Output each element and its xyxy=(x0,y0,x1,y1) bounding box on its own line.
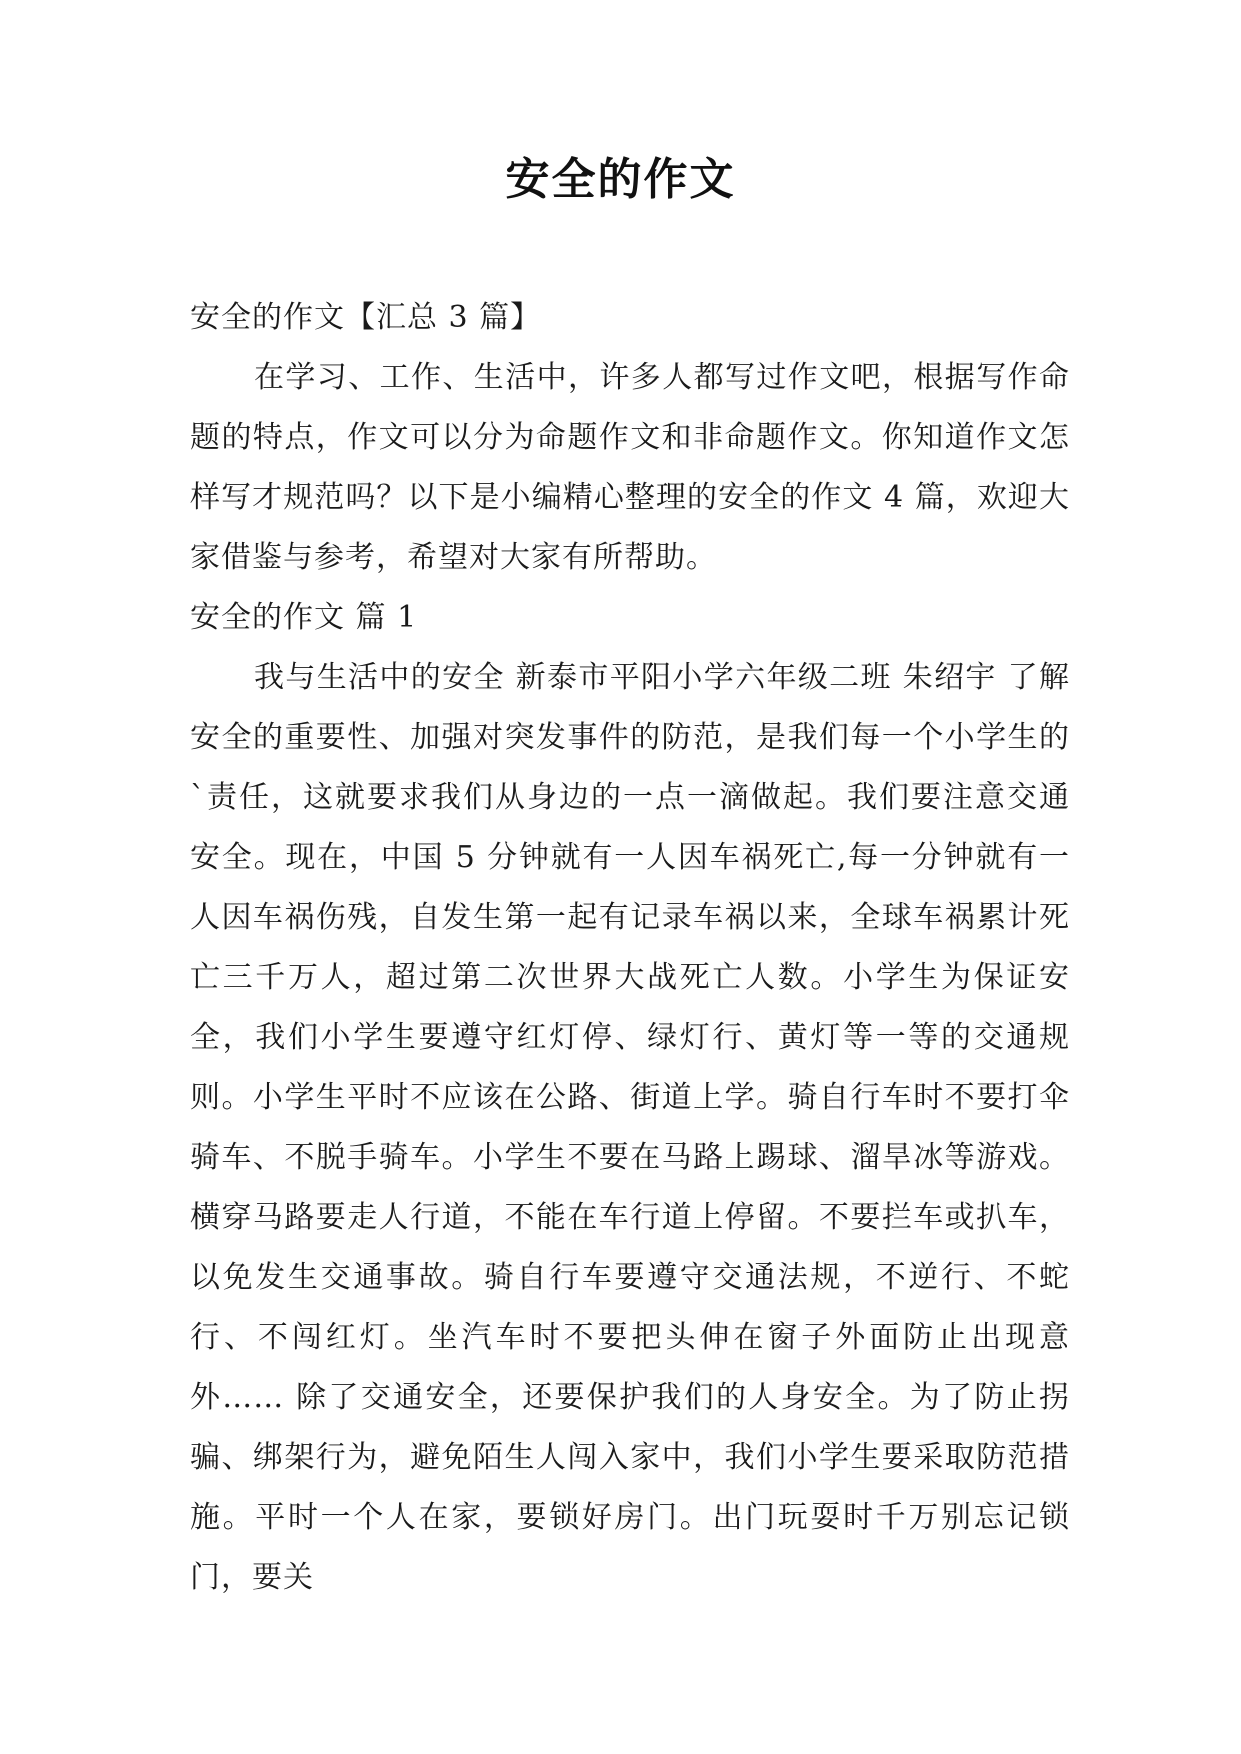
document-body xyxy=(190,288,1070,1608)
intro-paragraph: 在学习、工作、生活中，许多人都写过作文吧，根据写作命题的特点，作文可以分为命题作文和非命题作文。你知道作文怎样写才规范吗？以下是小编精心整理的安全的作文 4 篇，欢迎大家借鉴与参考，希望对大家有所帮助。 xyxy=(190,360,1070,575)
section-paragraph: 我与生活中的安全 新泰市平阳小学六年级二班 朱绍宇 了解安全的重要性、加强对突发事件的防范，是我们每一个小学生的`责任，这就要求我们从身边的一点一滴做起。我们要注意交通安全。现在，中国 5 分钟就有一人因车祸死亡,每一分钟就有一人因车祸伤残，自发生第一起有记录车祸以来，全球车祸累计死亡三千万人，超过第二次世界大战死亡人数。小学生为保证安全，我们小学生要遵守红灯停、绿灯行、黄灯等一等的交通规则。小学生平时不应该在公路、街道上学。骑自行车时不要打伞骑车、不脱手骑车。小学生不要在马路上踢球、溜旱冰等游戏。横穿马路要走人行道，不能在车行道上停留。不要拦车或扒车，以免发生交通事故。骑自行车要遵守交通法规，不逆行、不蛇行、不闯红灯。坐汽车时不要把头伸在窗子外面防止出现意外…… 除了交通安全，还要保护我们的人身安全。为了防止拐骗、绑架行为，避免陌生人闯入家中，我们小学生要采取防范措施。平时一个人在家，要锁好房门。出门玩耍时千万别忘记锁门，要关 xyxy=(190,660,1070,1595)
document-title: 安全的作文 xyxy=(505,154,736,205)
subtitle-line: 安全的作文【汇总 3 篇】 xyxy=(190,300,542,335)
section-heading: 安全的作文 篇 1 xyxy=(190,600,418,635)
